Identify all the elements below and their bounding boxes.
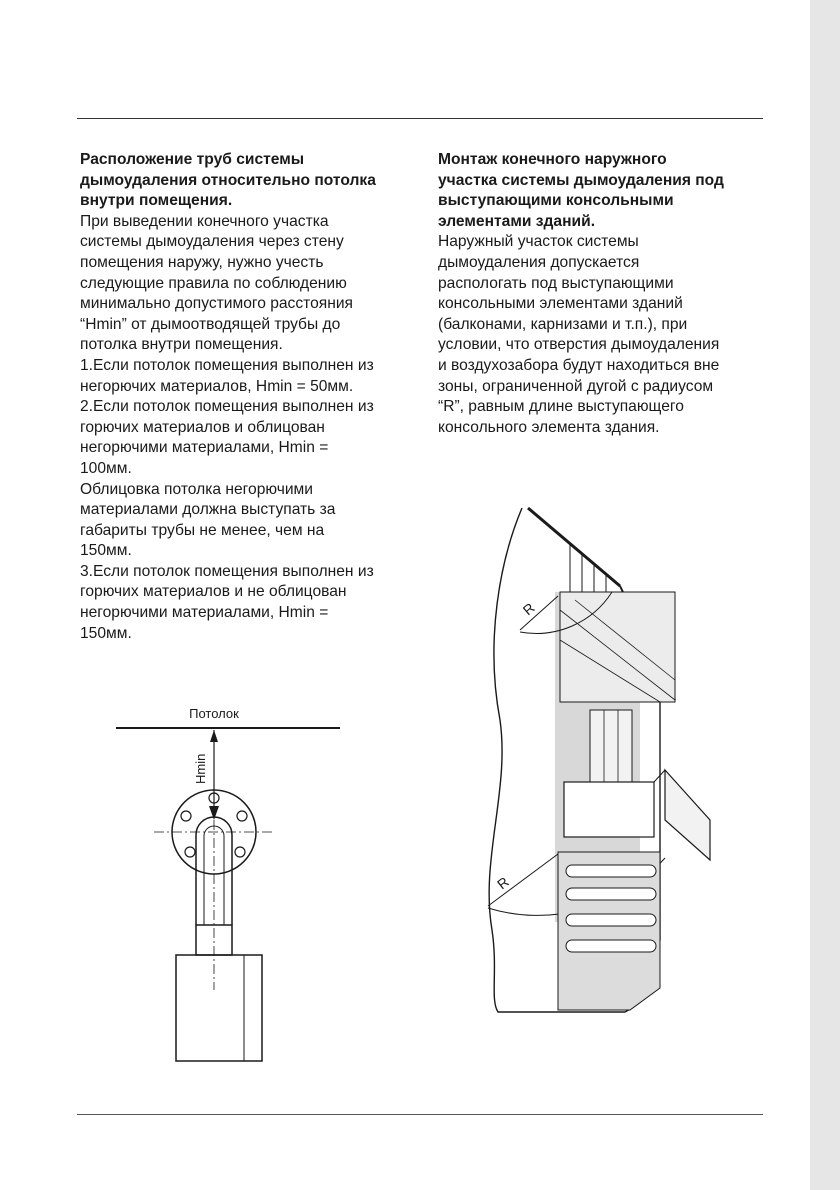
bottom-rule [77, 1114, 763, 1115]
ceiling-clearance-diagram [110, 700, 350, 1070]
flange-bolt [235, 847, 245, 857]
flue-pipe [566, 940, 656, 952]
eave-block [560, 592, 675, 702]
window-frame [590, 710, 632, 790]
top-rule [77, 118, 763, 119]
ceiling-label: Потолок [189, 706, 239, 721]
flue-pipe [566, 888, 656, 900]
page-edge-strip [810, 0, 840, 1190]
flange-bolt [185, 847, 195, 857]
flue-pipe [566, 865, 656, 877]
balcony-slab [564, 782, 654, 837]
left-paragraph-rule-3: 3.Если потолок помещения выполнен из горючих материалов и не облицован негорючими материалами, Hmin = 150мм. [80, 562, 374, 642]
cantilever-clearance-diagram [470, 500, 720, 1020]
left-column [80, 150, 376, 644]
balcony-railing [665, 770, 710, 860]
right-column [438, 150, 728, 438]
hmin-label: Hmin [193, 753, 208, 784]
flange-bolt [181, 811, 191, 821]
left-paragraph-rule-2: 2.Если потолок помещения выполнен из горючих материалов и облицован негорючими материалами, Hmin = 100мм. [80, 398, 374, 477]
right-heading: Монтаж конечного наружного участка системы дымоудаления под выступающими консольными элементами зданий. [438, 151, 724, 230]
flange-bolt [237, 811, 247, 821]
radius-label-bottom: R [493, 873, 512, 893]
right-paragraph: Наружный участок системы дымоудаления допускается распологать под выступающими консольными элементами зданий (балконами, карнизами и т.п.), при условии, что отверстия дымоудаления и воздухозабора будут находиться вне зоны, ограниченной дугой с радиусом “R”, равным длине выступающего консольного элемента здания. [438, 233, 720, 436]
left-paragraph-intro: При выведении конечного участка системы дымоудаления через стену помещения наружу, нужно учесть следующие правила по соблюдению минимально допустимого расстояния “Hmin” от дымоотводящей трубы до потолка внутри помещения. [80, 212, 354, 354]
left-heading: Расположение труб системы дымоудаления относительно потолка внутри помещения. [80, 151, 376, 210]
left-paragraph-rule-1: 1.Если потолок помещения выполнен из негорючих материалов, Hmin = 50мм. [80, 356, 374, 395]
hmin-arrow-up [210, 730, 218, 742]
roof-eave-line [528, 508, 620, 586]
left-paragraph-cladding: Облицовка потолка негорючими материалами должна выступать за габариты трубы не менее, чем на 150мм. [80, 480, 336, 560]
boiler-body [176, 955, 262, 1061]
flue-pipe [566, 914, 656, 926]
radius-label-top: R [519, 599, 538, 619]
